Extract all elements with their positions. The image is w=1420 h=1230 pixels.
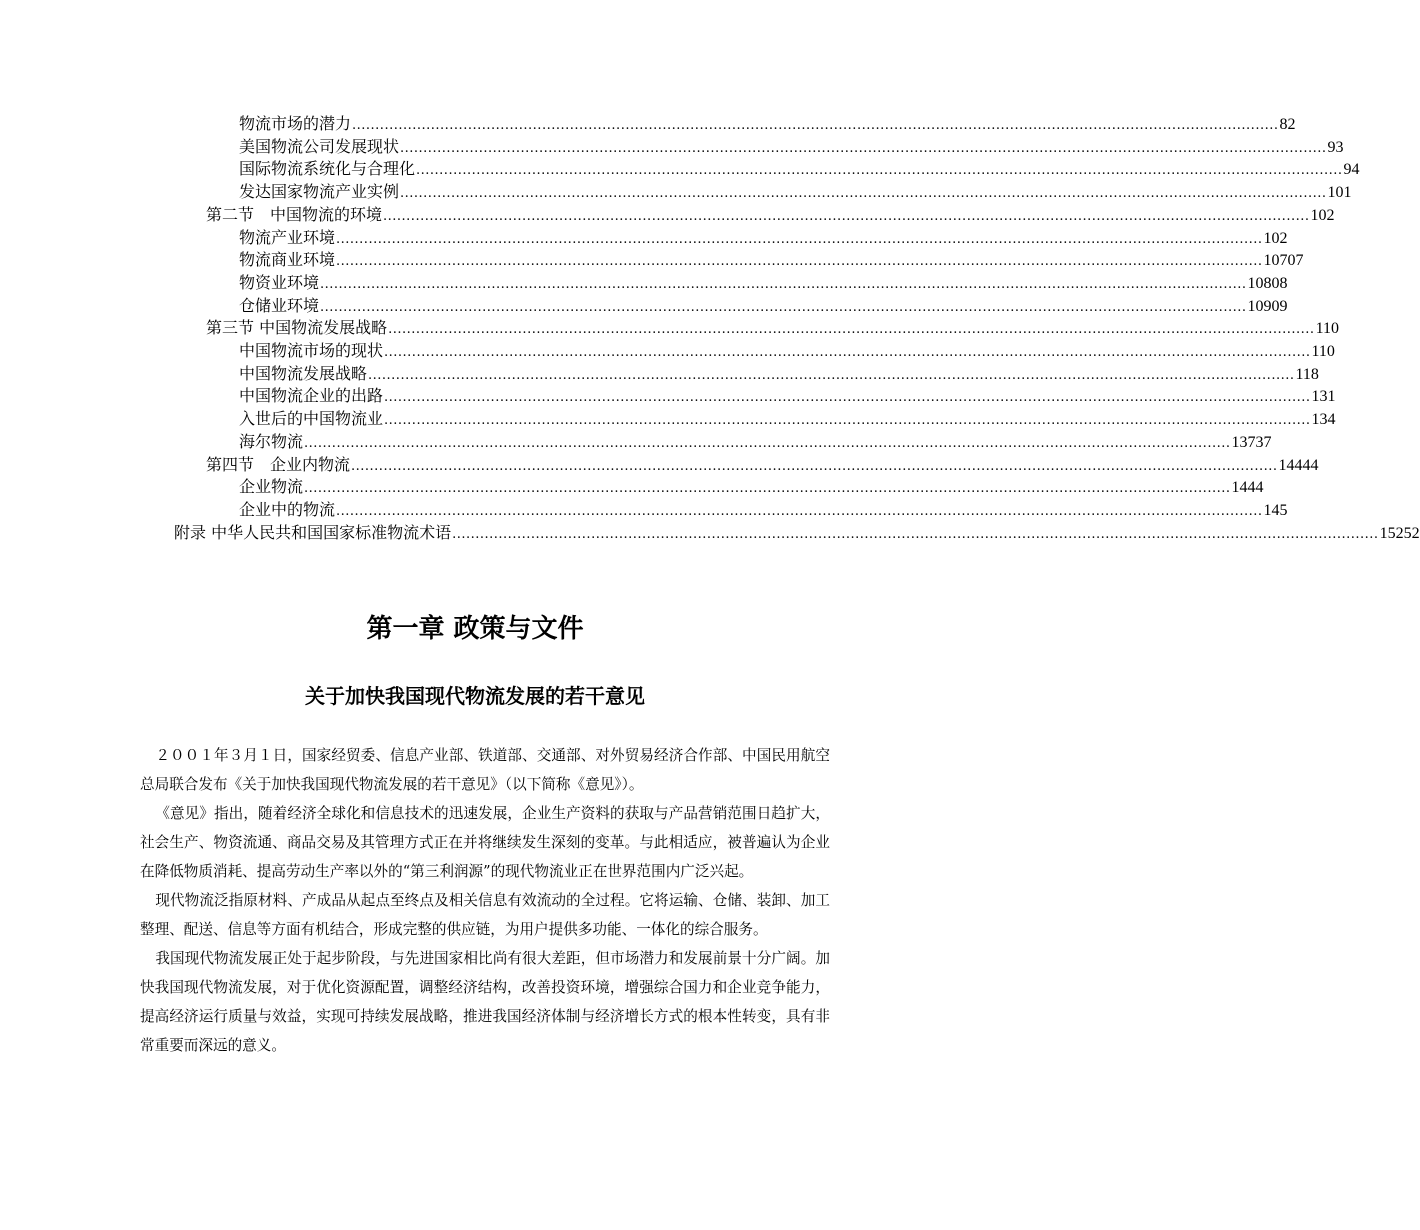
toc-entry-title: 第三节 中国物流发展战略	[206, 318, 388, 338]
toc-entry[interactable]	[174, 522, 1420, 544]
toc-leader-dots: ........................................................................................................................................................................................................	[400, 140, 1327, 156]
toc-entry-title: 企业中的物流	[239, 499, 336, 519]
toc-entry-page: 102	[1263, 229, 1288, 247]
toc-entry-page: 82	[1279, 116, 1296, 133]
toc-entry[interactable]	[239, 249, 1304, 271]
toc-leader-dots: ........................................................................................................................................................................................................	[384, 390, 1311, 406]
toc-leader-dots: ........................................................................................................................................................................................................	[336, 231, 1263, 247]
toc-entry[interactable]	[206, 317, 1339, 339]
toc-entry-title: 附录 中华人民共和国国家标准物流术语	[174, 522, 452, 542]
toc-entry-page: 10707	[1263, 252, 1304, 270]
body-paragraph: 现代物流泛指原材料、产成品从起点至终点及相关信息有效流动的全过程。它将运输、仓储、装卸、加工整理、配送、信息等方面有机结合，形成完整的供应链，为用户提供多功能、一体化的综合服务。	[140, 892, 830, 938]
toc-entry-title: 企业物流	[239, 477, 304, 497]
toc-entry-title: 国际物流系统化与合理化	[239, 159, 416, 179]
toc-entry-page: 118	[1295, 365, 1319, 383]
toc-entry-page: 134	[1311, 411, 1336, 429]
toc-entry-title: 物资业环境	[239, 272, 320, 292]
toc-entry-page: 131	[1311, 388, 1336, 406]
toc-entry-page: 1444	[1231, 479, 1264, 497]
toc-leader-dots: ........................................................................................................................................................................................................	[384, 345, 1311, 360]
chapter-title: 第一章 政策与文件	[366, 614, 584, 644]
toc-entry[interactable]	[239, 385, 1336, 407]
toc-entry-page: 15252	[1379, 524, 1420, 542]
toc-leader-dots: ........................................................................................................................................................................................................	[320, 276, 1247, 292]
toc-entry[interactable]	[239, 476, 1264, 498]
toc-entry[interactable]	[239, 363, 1319, 385]
toc-entry[interactable]	[239, 136, 1344, 158]
toc-entry[interactable]	[239, 431, 1272, 453]
body-paragraph: 我国现代物流发展正处于起步阶段，与先进国家相比尚有很大差距，但市场潜力和发展前景十分广阔。加快我国现代物流发展，对于优化资源配置，调整经济结构，改善投资环境，增强综合国力和企业竞争能力，提高经济运行质量与效益，实现可持续发展战略，推进我国经济体制与经济增长方式的根本性转变，具有非常重要而深远的意义。	[140, 950, 830, 1054]
toc-entry-page: 110	[1315, 320, 1339, 338]
toc-leader-dots: ........................................................................................................................................................................................................	[304, 435, 1231, 451]
toc-entry-page: 10808	[1247, 274, 1288, 292]
toc-entry[interactable]	[206, 204, 1335, 226]
toc-entry[interactable]	[239, 158, 1360, 180]
toc-entry-title: 中国物流企业的出路	[239, 386, 384, 406]
toc-entry-page: 13737	[1231, 433, 1272, 451]
toc-entry[interactable]	[239, 295, 1288, 317]
toc-entry-title: 物流市场的潜力	[239, 114, 352, 133]
toc-entry[interactable]	[239, 408, 1336, 430]
toc-entry[interactable]	[239, 340, 1335, 362]
body-paragraph: ２００１年３月１日，国家经贸委、信息产业部、铁道部、交通部、对外贸易经济合作部、中国民用航空总局联合发布《关于加快我国现代物流发展的若干意见》（以下简称《意见》）。	[140, 747, 830, 793]
toc-leader-dots: ........................................................................................................................................................................................................	[388, 322, 1315, 338]
body-paragraph: 《意见》指出，随着经济全球化和信息技术的迅速发展，企业生产资料的获取与产品营销范围日趋扩大，社会生产、物资流通、商品交易及其管理方式正在并将继续发生深刻的变革。与此相适应，被普遍认为企业在降低物质消耗、提高劳动生产率以外的“第三利润源”的现代物流业正在世界范围内广泛兴起。	[140, 805, 830, 880]
toc-leader-dots: ........................................................................................................................................................................................................	[383, 208, 1310, 224]
toc-entry-title: 中国物流市场的现状	[239, 341, 384, 360]
toc-leader-dots: ........................................................................................................................................................................................................	[352, 118, 1279, 133]
toc-entry-page: 102	[1310, 206, 1335, 224]
toc-entry[interactable]	[239, 272, 1288, 294]
toc-entry[interactable]	[239, 113, 1296, 135]
toc-entry-title: 发达国家物流产业实例	[239, 182, 400, 202]
toc-leader-dots: ........................................................................................................................................................................................................	[336, 254, 1263, 270]
toc-entry-page: 110	[1311, 343, 1335, 360]
toc-entry-title: 物流商业环境	[239, 250, 336, 270]
toc-entry-page: 94	[1343, 161, 1360, 179]
toc-entry[interactable]	[206, 454, 1319, 476]
toc-entry-title: 入世后的中国物流业	[239, 409, 384, 429]
toc-leader-dots: ........................................................................................................................................................................................................	[452, 526, 1379, 542]
toc-entry[interactable]	[239, 499, 1288, 521]
toc-leader-dots: ........................................................................................................................................................................................................	[304, 481, 1231, 497]
toc-entry-title: 物流产业环境	[239, 227, 336, 247]
toc-entry-title: 第四节 企业内物流	[206, 454, 351, 474]
toc-entry-page: 101	[1327, 184, 1352, 202]
toc-leader-dots: ........................................................................................................................................................................................................	[351, 458, 1278, 474]
toc-leader-dots: ........................................................................................................................................................................................................	[384, 413, 1311, 429]
toc-leader-dots: ........................................................................................................................................................................................................	[416, 163, 1343, 179]
toc-entry-title: 中国物流发展战略	[239, 363, 368, 383]
toc-entry-page: 93	[1327, 138, 1344, 156]
toc-entry-title: 美国物流公司发展现状	[239, 136, 400, 156]
toc-leader-dots: ........................................................................................................................................................................................................	[336, 503, 1263, 519]
toc-entry-title: 仓储业环境	[239, 295, 320, 315]
toc-entry-page: 145	[1263, 501, 1288, 519]
article-body	[140, 741, 830, 1060]
toc-entry-page: 14444	[1278, 456, 1319, 474]
toc-leader-dots: ........................................................................................................................................................................................................	[320, 299, 1247, 315]
toc-leader-dots: ........................................................................................................................................................................................................	[368, 367, 1295, 383]
toc-entry[interactable]	[239, 181, 1352, 203]
toc-entry-page: 10909	[1247, 297, 1288, 315]
toc-leader-dots: ........................................................................................................................................................................................................	[400, 186, 1327, 202]
article-title: 关于加快我国现代物流发展的若干意见	[305, 684, 645, 708]
toc-entry-title: 第二节 中国物流的环境	[206, 204, 383, 224]
toc-entry[interactable]	[239, 227, 1288, 249]
toc-entry-title: 海尔物流	[239, 431, 304, 451]
